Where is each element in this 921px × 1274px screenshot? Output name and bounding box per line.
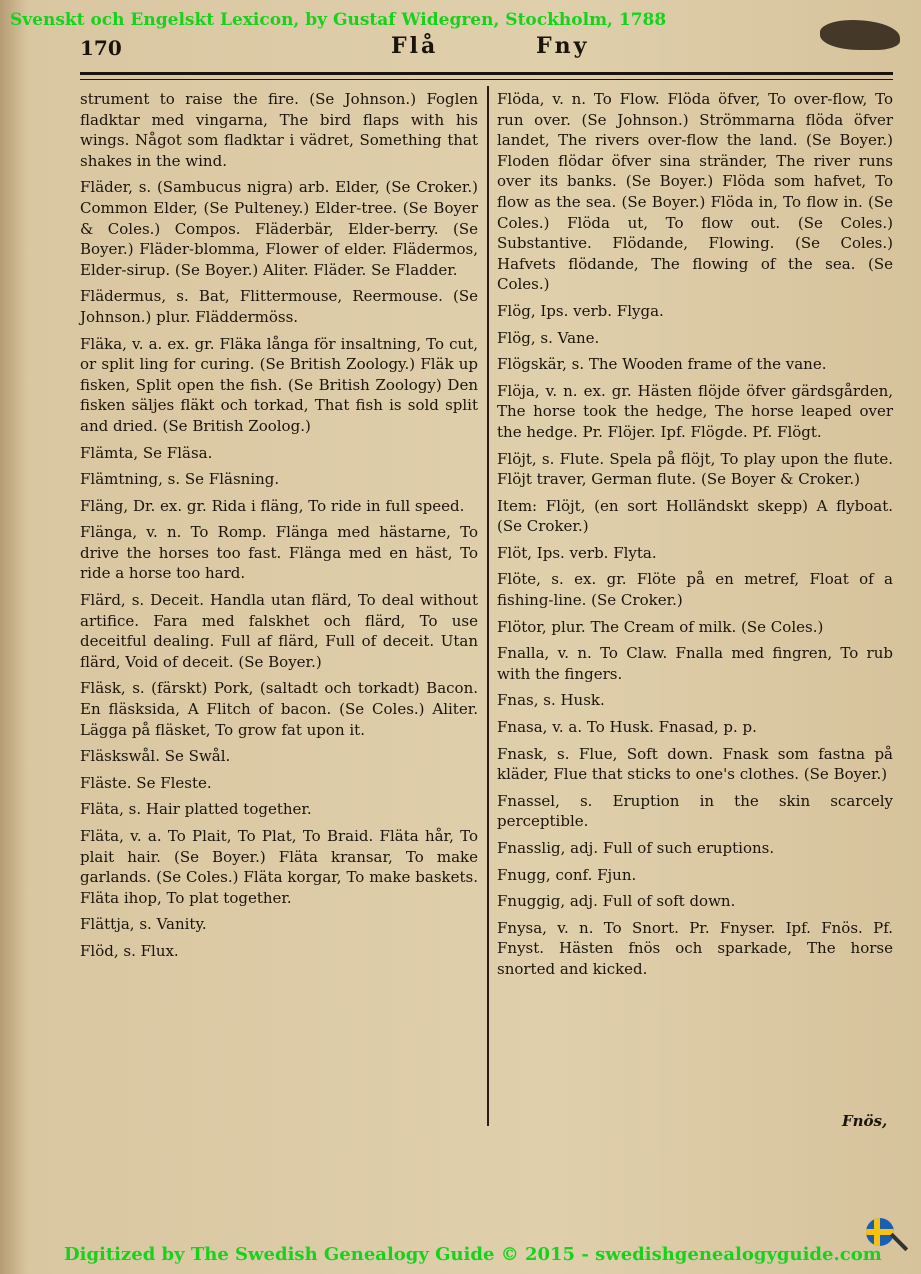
header-rule	[80, 72, 893, 75]
column-divider	[487, 86, 489, 1126]
dictionary-entry: Flädermus, s. Bat, Flittermouse, Reermouse. (Se Johnson.) plur. Fläddermöss.	[80, 287, 478, 326]
running-head-left: Flå	[391, 33, 439, 59]
digitized-credit: Digitized by The Swedish Genealogy Guide © 2015 - swedishgenealogyguide.com	[64, 1244, 882, 1265]
dictionary-entry: Flöte, s. ex. gr. Flöte på en metref, Float of a fishing-line. (Se Croker.)	[497, 570, 893, 610]
swedish-flag-icon	[866, 1218, 894, 1246]
dictionary-entry: Fläng, Dr. ex. gr. Rida i fläng, To ride in full speed.	[80, 496, 465, 515]
dictionary-entry: Flämtning, s. Se Fläsning.	[80, 470, 280, 489]
dictionary-entry: Flöjt, s. Flute. Spela på flöjt, To play upon the flute. Flöjt traver, German flute. (Se Boyer & Croker.)	[497, 449, 893, 489]
dictionary-entry: Fnasa, v. a. To Husk. Fnasad, p. p.	[497, 718, 757, 737]
dictionary-entry: Flöja, v. n. ex. gr. Hästen flöjde öfver gärdsgården, The horse took the hedge, The horse leaped over the hedge. Pr. Flöjer. Ipf. Flögde. Pf. Flögt.	[497, 381, 893, 441]
dictionary-entry: Fnugg, conf. Fjun.	[497, 865, 637, 884]
dictionary-entry: Flättja, s. Vanity.	[80, 915, 207, 934]
dictionary-entry: Flögskär, s. The Wooden frame of the vane.	[497, 355, 827, 374]
dictionary-entry: Fnask, s. Flue, Soft down. Fnask som fastna på kläder, Flue that sticks to one's clothes. (Se Boyer.)	[497, 744, 893, 784]
dictionary-entry: Flötor, plur. The Cream of milk. (Se Coles.)	[497, 617, 824, 636]
dictionary-entry: Fläsk, s. (färskt) Pork, (saltadt och torkadt) Bacon. En fläsksida, A Flitch of bacon. (Se Coles.) Aliter. Lägga på fläsket, To grow fat upon it.	[80, 679, 478, 739]
dictionary-entry: strument to raise the fire. (Se Johnson.) Foglen fladktar med vingarna, The bird flaps with his wings. Något som fladktar i vädret, Something that shakes in the wind.	[80, 90, 478, 170]
title-banner: Svenskt och Engelskt Lexicon, by Gustaf Widegren, Stockholm, 1788	[10, 10, 667, 30]
header-rule-thin	[80, 79, 893, 80]
left-column	[80, 89, 478, 968]
dictionary-entry: Flänga, v. n. To Romp. Flänga med hästarne, To drive the horses too fast. Flänga med en häst, To ride a horse too hard.	[80, 523, 478, 583]
dictionary-entry: Fläka, v. a. ex. gr. Fläka långa för insaltning, To cut, or split ling for curing. (Se British Zoology.) Fläk up fisken, Split open the fish. (Se British Zoology) Den fisken säljes fläkt och torkad, That fish is sold split and dried. (Se British Zoolog.)	[80, 334, 478, 435]
dictionary-entry: Flämta, Se Fläsa.	[80, 443, 213, 462]
page-number: 170	[80, 36, 122, 60]
magnifier-icon	[890, 1233, 908, 1251]
dictionary-entry: Flärd, s. Deceit. Handla utan flärd, To deal without artifice. Fara med falskhet och flärd, To use deceitful dealing. Full af flärd, Full of deceit. Utan flärd, Void of deceit. (Se Boyer.)	[80, 591, 478, 671]
running-head-right: Fny	[536, 33, 590, 59]
right-column	[497, 89, 893, 986]
dictionary-entry: Flög, s. Vane.	[497, 328, 600, 347]
catchword: Fnös,	[842, 1112, 888, 1130]
dictionary-entry: Fläta, s. Hair platted together.	[80, 800, 312, 819]
dictionary-entry: Item: Flöjt, (en sort Holländskt skepp) A flyboat. (Se Croker.)	[497, 496, 893, 536]
dictionary-entry: Fnasslig, adj. Full of such eruptions.	[497, 839, 775, 857]
dictionary-entry: Flöda, v. n. To Flow. Flöda öfver, To over-flow, To run over. (Se Johnson.) Strömmarna flöda öfver landet, The rivers over-flow the land. (Se Boyer.) Floden flödar öfver sina stränder, The river runs over its banks. (Se Boyer.) Flöda som hafvet, To flow as the sea. (Se Boyer.) Flöda in, To flow in. (Se Coles.) Flöda ut, To flow out. (Se Coles.) Substantive. Flödande, Flowing. (Se Coles.) Hafvets flödande, The flowing of the sea. (Se Coles.)	[497, 90, 893, 294]
dictionary-entry: Fnas, s. Husk.	[497, 691, 605, 710]
dictionary-entry: Flög, Ips. verb. Flyga.	[497, 301, 664, 320]
dictionary-entry: Fläskswål. Se Swål.	[80, 747, 231, 766]
dictionary-entry: Fnuggig, adj. Full of soft down.	[497, 892, 736, 911]
dictionary-entry: Fnalla, v. n. To Claw. Fnalla med fingren, To rub with the fingers.	[497, 644, 893, 683]
dictionary-entry: Fnysa, v. n. To Snort. Pr. Fnyser. Ipf. Fnös. Pf. Fnyst. Hästen fnös och sparkade, The horse snorted and kicked.	[497, 918, 893, 978]
dictionary-entry: Flöd, s. Flux.	[80, 941, 179, 960]
dictionary-entry: Fläste. Se Fleste.	[80, 773, 212, 792]
dictionary-entry: Fnassel, s. Eruption in the skin scarcely perceptible.	[497, 791, 893, 831]
dictionary-entry: Flöt, Ips. verb. Flyta.	[497, 543, 657, 562]
torn-corner	[820, 20, 900, 50]
dictionary-entry: Fläder, s. (Sambucus nigra) arb. Elder, (Se Croker.) Common Elder, (Se Pulteney.) Elder-tree. (Se Boyer & Coles.) Compos. Fläderbär, Elder-berry. (Se Boyer.) Fläder-blomma, Flower of elder. Flädermos, Elder-sirup. (Se Boyer.) Aliter. Fläder. Se Fladder.	[80, 178, 478, 279]
dictionary-entry: Fläta, v. a. To Plait, To Plat, To Braid. Fläta hår, To plait hair. (Se Boyer.) Fläta kransar, To make garlands. (Se Coles.) Fläta korgar, To make baskets. Fläta ihop, To plat together.	[80, 827, 478, 907]
